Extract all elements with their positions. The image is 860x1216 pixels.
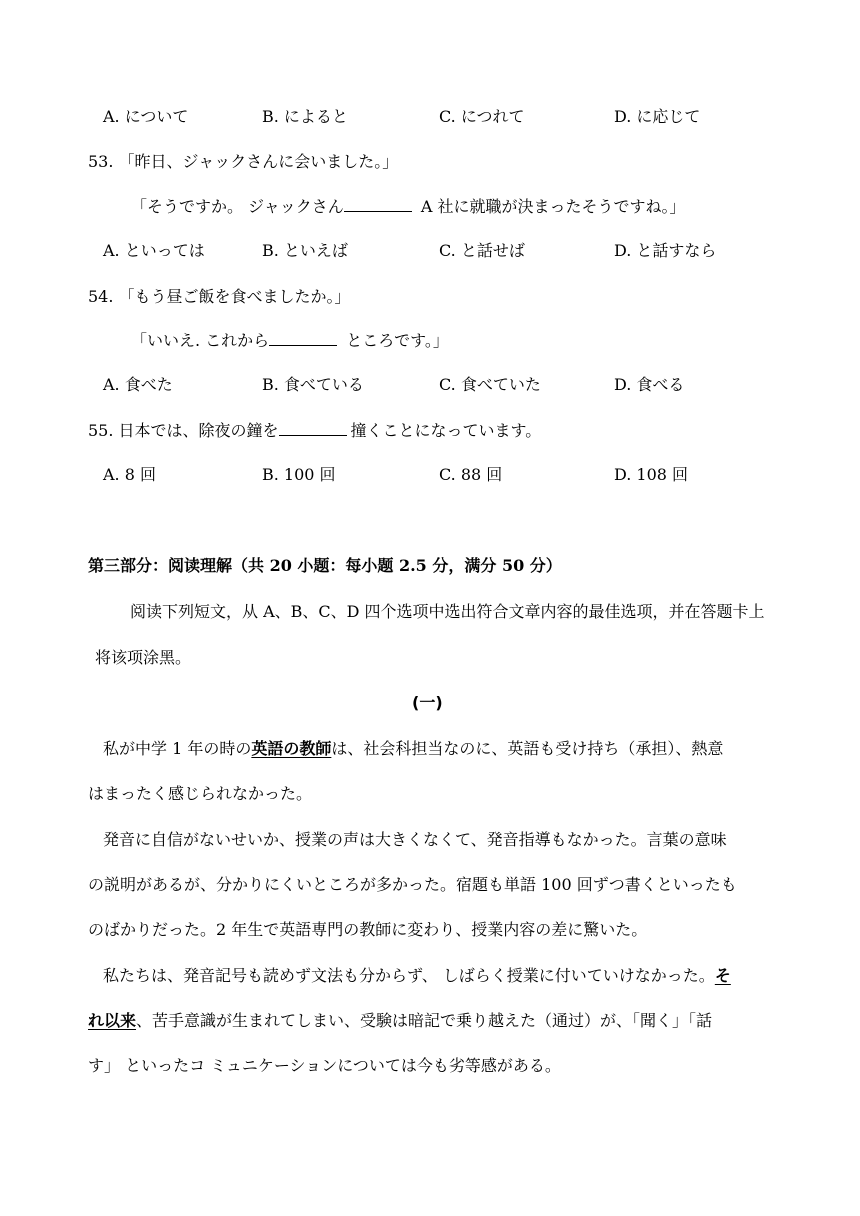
passage-line: [103, 966, 731, 986]
underlined-phrase: れ以来: [88, 1011, 137, 1030]
option-c: C. 88 回: [439, 465, 503, 484]
passage-line: の説明があるが、分かりにくいところが多かった。宿題も単語 100 回ずつ書くといったも: [88, 875, 737, 894]
question-54-dialogue: [131, 331, 449, 351]
passage-line: [88, 1011, 712, 1031]
passage-line: [103, 739, 723, 759]
question-53-stem: 53. 「昨日、ジャックさんに会いました。」: [88, 152, 399, 171]
answer-blank: [269, 331, 337, 346]
passage-title: (一): [412, 693, 443, 712]
passage-text: 私たちは、発音記号も読めず文法も分からず、 しばらく授業に付いていけなかった。: [103, 966, 715, 985]
option-b: B. 食べている: [262, 375, 364, 394]
answer-blank: [279, 421, 347, 436]
passage-line: す」 といったコ ミュニケーションについては今も劣等感がある。: [88, 1056, 561, 1075]
option-d: D. 食べる: [614, 375, 685, 394]
dialogue-text-after-blank: ところです。」: [341, 331, 449, 350]
underlined-phrase: 英語の教師: [251, 739, 332, 758]
option-a: A. 食べた: [103, 375, 173, 394]
option-b: B. 100 回: [262, 465, 336, 484]
passage-text: 、苦手意識が生まれてしまい、受験は暗記で乗り越えた（通过）が、「聞く」「話: [136, 1011, 713, 1030]
passage-text: 私が中学 1 年の時の: [103, 739, 252, 758]
option-b: B. によると: [262, 107, 348, 126]
stem-text-before-blank: 55. 日本では、除夜の鐘を: [88, 421, 279, 440]
passage-line: はまったく感じられなかった。: [88, 784, 313, 803]
section-heading: 第三部分：阅读理解（共 20 小题：每小题 2.5 分，满分 50 分）: [88, 556, 562, 575]
dialogue-text-before-blank: 「そうですか。 ジャックさん: [131, 197, 344, 216]
stem-text-after-blank: 撞くことになっています。: [350, 421, 542, 440]
dialogue-text-before-blank: 「いいえ. これから: [131, 331, 270, 350]
question-53-dialogue: [131, 197, 686, 217]
question-54-stem: 54. 「もう昼ご飯を食べましたか。」: [88, 287, 351, 306]
instruction-line-1: 阅读下列短文，从 A、B、C、D 四个选项中选出符合文章内容的最佳选项，并在答题卡上: [130, 602, 765, 621]
option-c: C. と話せば: [439, 241, 525, 260]
option-d: D. に応じて: [614, 107, 701, 126]
option-d: D. と話すなら: [614, 241, 717, 260]
passage-line: のばかりだった。2 年生で英語専門の教師に変わり、授業内容の差に驚いた。: [88, 920, 648, 939]
option-c: C. 食べていた: [439, 375, 541, 394]
passage-text: は、社会科担当なのに、英語も受け持ち（承担）、熱意: [331, 739, 724, 758]
answer-blank: [344, 197, 412, 212]
option-b: B. といえば: [262, 241, 348, 260]
passage-line: 発音に自信がないせいか、授業の声は大きくなくて、発音指導もなかった。言葉の意味: [103, 830, 727, 849]
option-c: C. につれて: [439, 107, 525, 126]
instruction-line-2: 将该项涂黑。: [95, 648, 192, 667]
option-a: A. 8 回: [103, 465, 156, 484]
underlined-phrase: そ: [714, 966, 731, 985]
question-55-stem: [88, 421, 541, 441]
option-d: D. 108 回: [614, 465, 689, 484]
dialogue-text-after-blank: A 社に就職が決まったそうですね。」: [415, 197, 686, 216]
option-a: A. といっては: [103, 241, 205, 260]
option-a: A. について: [103, 107, 189, 126]
